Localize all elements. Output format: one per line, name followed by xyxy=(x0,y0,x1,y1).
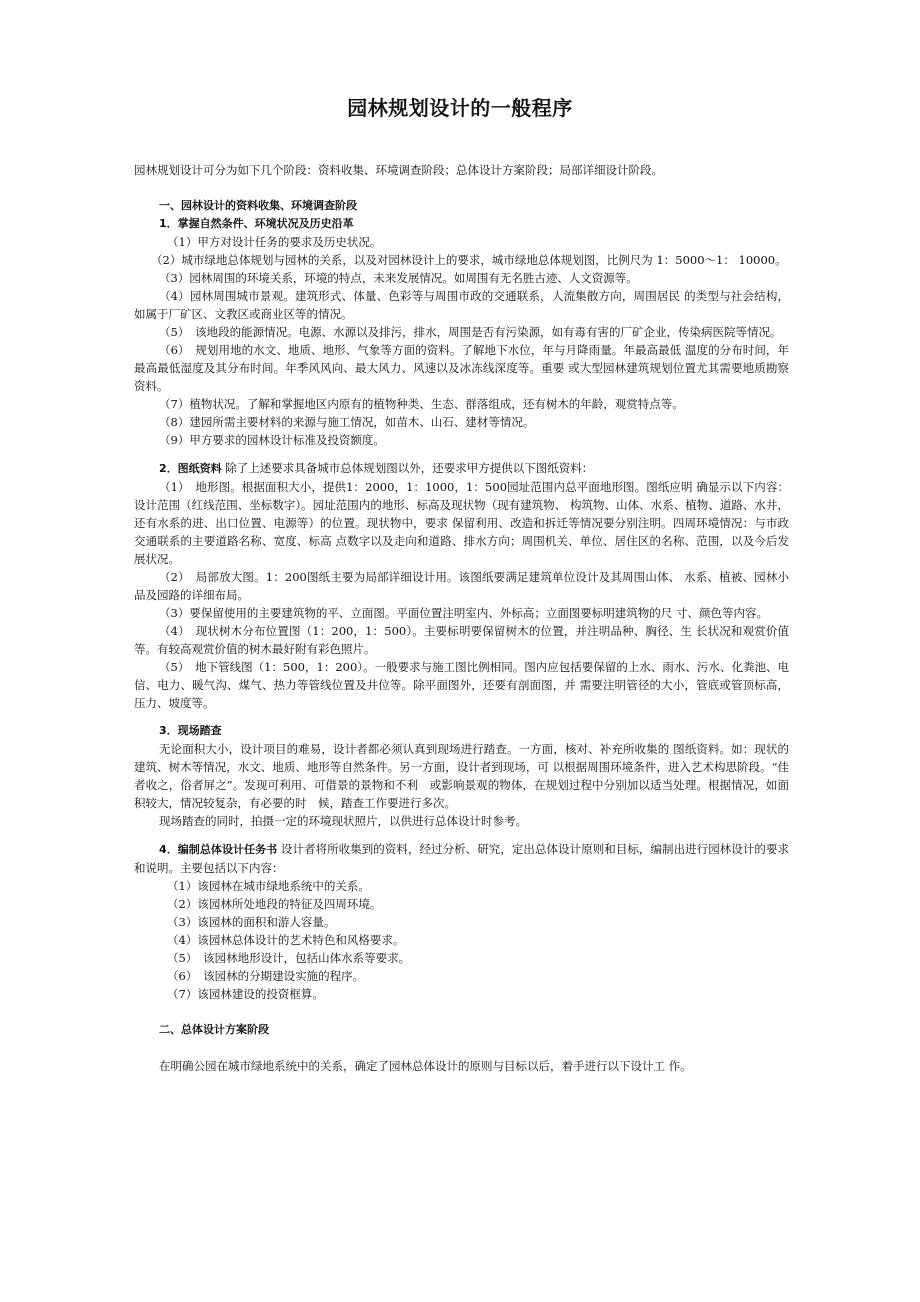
subsection-paragraph-4 xyxy=(134,840,789,877)
list-item: （1） 地形图。根据面积大小，提供1：2000，1：1000，1：500园址范围内总平面地形图。图纸应明 确显示以下内容：设计范围（红线范围、坐标数字）。园址范围内的地形、标高及现状物（现有建筑物、 构筑物、山体、水系、植物、道路、水井，还有水系的进、出口位置、电源等）的位置。现状物中，要求 保留利用、改造和拆迁等情况要分别注明。四周环境情况：与市政交通联系的主要道路名称、宽度、标高 点数字以及走向和道路、排水方向；周围机关、单位、居住区的名称、范围，以及今后发展状况。 xyxy=(134,480,789,566)
paragraph: 现场踏查的同时，拍摄一定的环境现状照片，以供进行总体设计时参考。 xyxy=(159,814,527,828)
paragraph: 无论面积大小，设计项目的难易，设计者都必须认真到现场进行踏查。一方面，核对、补充所收集的 图纸资料。如：现状的建筑、树木等情况，水文、地质、地形等自然条件。另一方面，设计者到现场，可 以根据周围环境条件，进入艺术构思阶段。“佳者收之，俗者屏之”。发现可利用、可借景的景物和不利 或影响景观的物体，在规划过程中分别加以适当处理。根据情况，如面积较大，情况较复杂，有必要的时 候，踏查工作要进行多次。 xyxy=(134,742,789,810)
list-item: （9）甲方要求的园林设计标准及投资额度。 xyxy=(159,433,385,447)
list-item: （7）植物状况。了解和掌握地区内原有的植物种类、生态、群落组成，还有树木的年龄，观赏特点等。 xyxy=(159,397,684,411)
list-item: （2）城市绿地总体规划与园林的关系，以及对园林设计上的要求，城市绿地总体规划图，比例尺为 1：5000～1： 10000。 xyxy=(151,253,787,267)
intro-paragraph: 园林规划设计可分为如下几个阶段：资料收集、环境调查阶段；总体设计方案阶段；局部详细设计阶段。 xyxy=(134,163,663,177)
subsection-heading-1: 1．掌握自然条件、环境状况及历史沿革 xyxy=(159,217,354,230)
subsection-heading-3: 3．现场踏查 xyxy=(159,724,222,737)
paragraph: 在明确公园在城市绿地系统中的关系，确定了园林总体设计的原则与目标以后，着手进行以下设计工 作。 xyxy=(159,1059,692,1073)
subsection-lead-2: 除了上述要求具备城市总体规划图以外，还要求甲方提供以下图纸资料： xyxy=(221,461,594,475)
list-item: （5） 该园林地形设计，包括山体水系等要求。 xyxy=(167,951,411,965)
list-item: （2） 局部放大图。1：200图纸主要为局部详细设计用。该图纸要满足建筑单位设计及其周围山体、 水系、植被、园林小品及园路的详细布局。 xyxy=(134,570,789,602)
list-item: （3）园林周围的环境关系，环境的特点，未来发展情况。如周围有无名胜古迹、人文资源等。 xyxy=(159,271,638,285)
list-item: （7）该园林建设的投资框算。 xyxy=(167,987,324,1001)
list-item: （5） 该地段的能源情况。电源、水源以及排污，排水，周围是否有污染源，如有毒有害的厂矿企业，传染病医院等情况。 xyxy=(159,325,782,339)
page-title: 园林规划设计的一般程序 xyxy=(347,96,573,120)
subsection-heading-4: 4．编制总体设计任务书 xyxy=(159,843,278,856)
list-item: （4） 现状树木分布位置图（1：200，1：500）。主要标明要保留树木的位置，并注明品种、胸径、生 长状况和观赏价值等。有较高观赏价值的树木最好附有彩色照片。 xyxy=(134,624,789,656)
list-item: （3）该园林的面积和游人容量。 xyxy=(167,915,336,929)
list-item: （5） 地下管线图（1：500，1：200）。一般要求与施工图比例相同。图内应包括要保留的上水、雨水、污水、化粪池、电信、电力、暖气沟、煤气、热力等管线位置及井位等。除平面图外，还要有剖面图，并 需要注明管径的大小，管底或管顶标高，压力、坡度等。 xyxy=(134,660,789,710)
section-heading-2: 二、总体设计方案阶段 xyxy=(159,1023,269,1036)
subsection-heading-2: 2．图纸资料 xyxy=(159,462,222,475)
document-body xyxy=(134,161,789,1075)
list-item: （3）要保留使用的主要建筑物的平、立面图。平面位置注明室内、外标高；立面图要标明建筑物的尺 寸、颜色等内容。 xyxy=(159,606,768,620)
list-item: （4）园林周围城市景观。建筑形式、体量、色彩等与周围市政的交通联系，人流集散方向，周围居民 的类型与社会结构，如属于厂矿区、文教区或商业区等的情况。 xyxy=(134,289,789,321)
list-item: （4）该园林总体设计的艺术特色和风格要求。 xyxy=(167,933,405,947)
subsection-paragraph-2 xyxy=(134,459,789,478)
list-item: （8）建园所需主要材料的来源与施工情况，如苗木、山石、建材等情况。 xyxy=(159,415,535,429)
subsection-lead-4: 设计者将所收集到的资料，经过分析、研究，定出总体设计原则和目标，编制出进行园林设计的要求 和说明。主要包括以下内容： xyxy=(134,842,790,875)
list-item: （1）该园林在城市绿地系统中的关系。 xyxy=(167,879,370,893)
list-item: （6） 规划用地的水文、地质、地形、气象等方面的资料。了解地下水位，年与月降雨量。年最高最低 温度的分布时间，年最高最低湿度及其分布时间。年季风风向、最大风力、风速以及冰冻线深度等。重要 或大型园林建筑规划位置尤其需要地质勘察资料。 xyxy=(134,343,789,393)
list-item: （6） 该园林的分期建设实施的程序。 xyxy=(167,969,365,983)
section-heading-1: 一、园林设计的资料收集、环境调查阶段 xyxy=(159,199,357,212)
list-item: （1）甲方对设计任务的要求及历史状况。 xyxy=(167,235,382,249)
list-item: （2）该园林所处地段的特征及四周环境。 xyxy=(167,897,382,911)
